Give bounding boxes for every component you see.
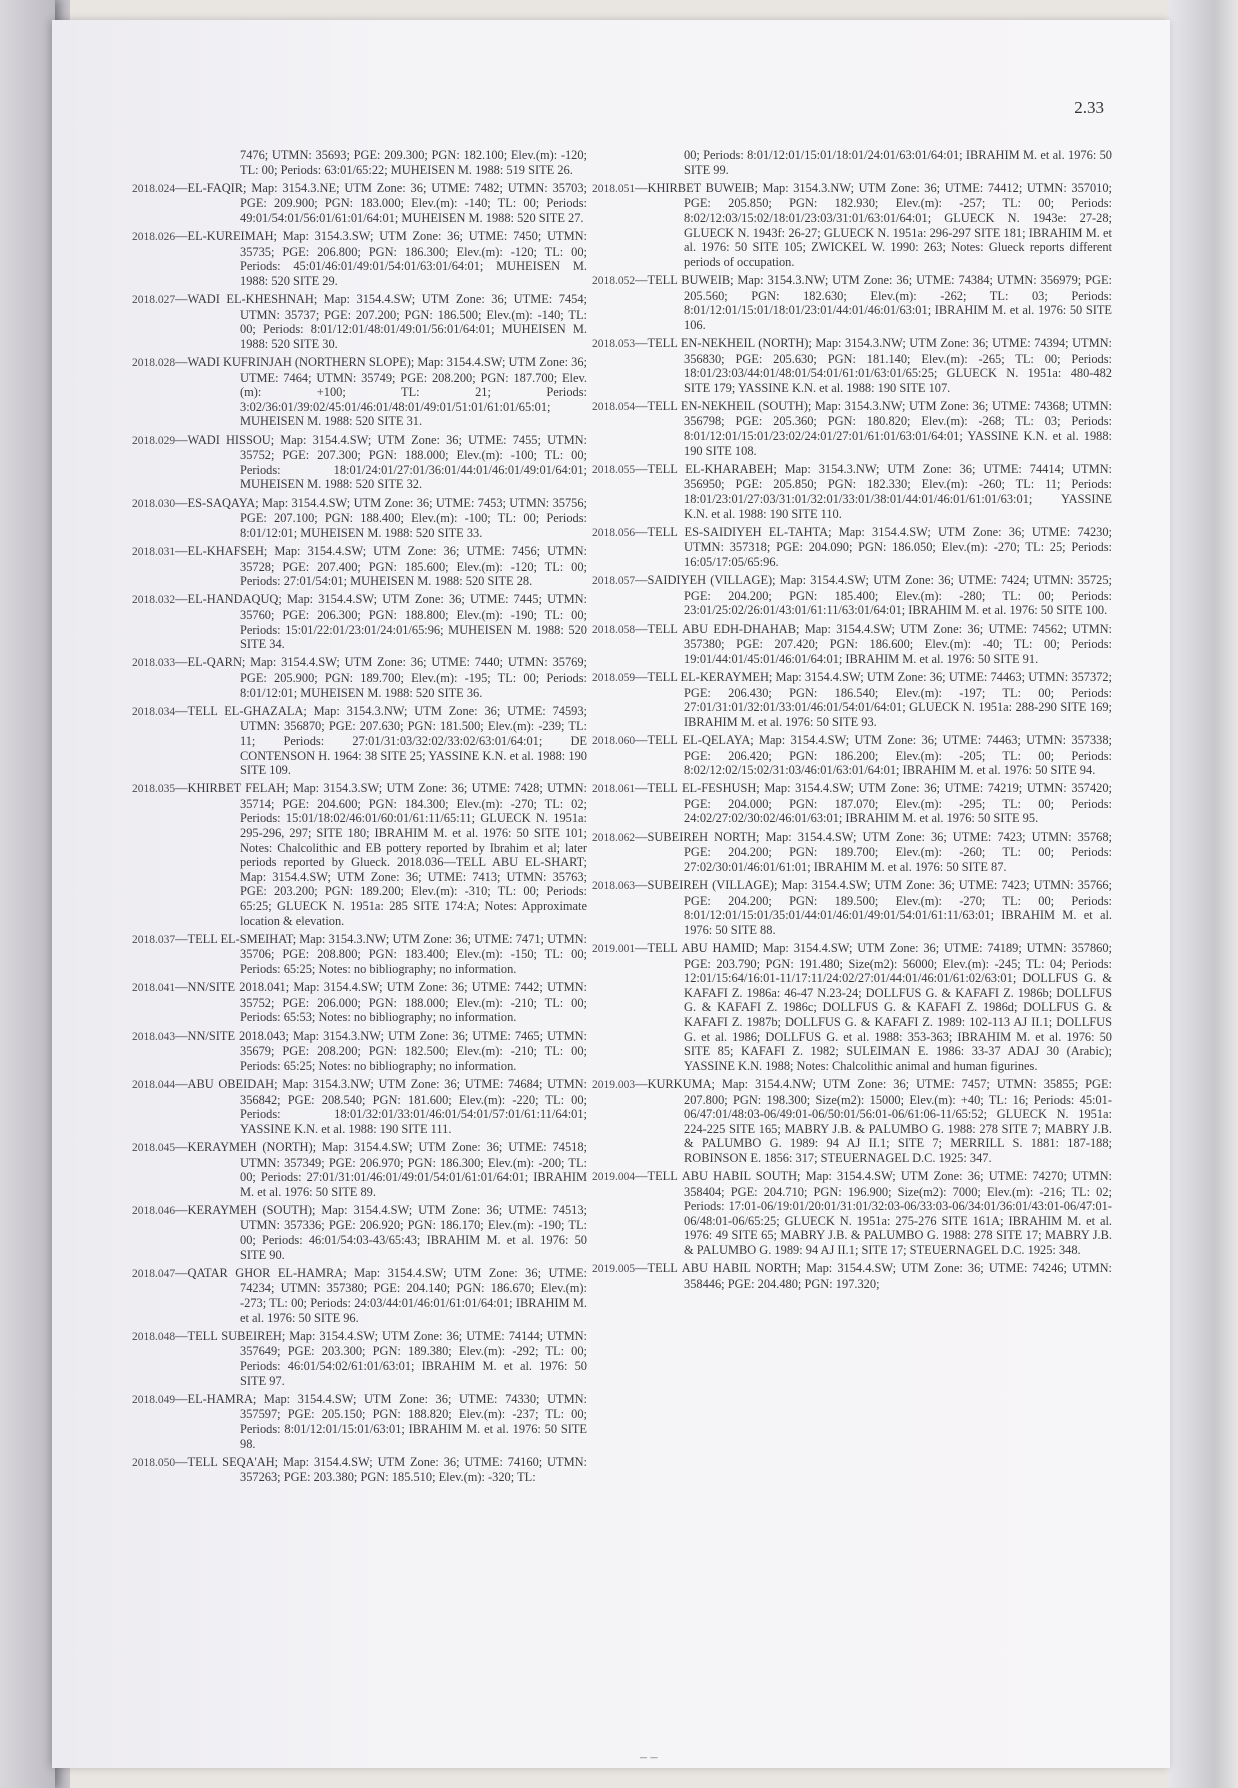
entry-id: 2018.035 [132,783,176,796]
entry-dash: — [175,432,188,447]
gazetteer-entry [132,496,587,541]
entry-dash: — [635,272,648,287]
gazetteer-entry [132,1392,587,1451]
entry-text: ES-SAQAYA; Map: 3154.4.SW; UTM Zone: 36; UTME: 7453; UTMN: 35756; PGE: 207.100; PGN: 188.400; Elev.(m): -100; TL: 00; Periods: 8:01/12:01; MUHEISEN M. 1988: 520 SITE 33. [187,495,587,540]
gazetteer-entry [592,941,1112,1073]
gazetteer-entry [132,433,587,492]
entry-id: 2018.044 [132,1078,176,1091]
gazetteer-entry [592,622,1112,667]
entry-text: KHIRBET BUWEIB; Map: 3154.3.NW; UTM Zone: 36; UTME: 74412; UTMN: 357010; PGE: 205.850; PGN: 182.930; Elev.(m): -257; TL: 00; Periods: 8:02/12:03/15:02/18:01/23:03/31:01/63:01/64:01; GLUECK N. 1943e: 27-28; GLUECK N. 1943f: 26-27; GLUECK N. 1951a: 296-297 SITE 181; IBRAHIM M. et al. 1976: 50 SITE 105; ZWICKEL W. 1990: 263; Notes: Glueck reports different periods of occupation. [647,180,1112,269]
right-column [592,148,1112,1295]
entry-id: 2018.024 [132,182,176,195]
entry-id: 2018.057 [592,575,636,588]
entry-dash: — [175,180,188,195]
entry-text: TELL SEQA'AH; Map: 3154.4.SW; UTM Zone: 36; UTME: 74160; UTMN: 357263; PGE: 203.380; PGN: 185.510; Elev.(m): -320; TL: [187,1454,587,1485]
entry-dash: — [175,931,188,946]
entry-id: 2018.047 [132,1267,176,1280]
entry-text: EL-QARN; Map: 3154.4.SW; UTM Zone: 36; UTME: 7440; UTMN: 35769; PGE: 205.900; PGN: 189.700; Elev.(m): -195; TL: 00; Periods: 8:01/12:01; MUHEISEN M. 1988: 520 SITE 36. [187,655,587,700]
entry-text: TELL ABU HABIL NORTH; Map: 3154.4.SW; UTM Zone: 36; UTME: 74246; UTMN: 358446; PGE: 204.480; PGN: 197.320; [647,1261,1112,1291]
entry-text: TELL ABU HAMID; Map: 3154.4.SW; UTM Zone: 36; UTME: 74189; UTMN: 357860; PGE: 203.790; PGN: 191.480; Size(m2): 56000; Elev.(m): -245; TL: 04; Periods: 12:01/15:64/16:01-11/17:11/24:02/27:01/44:01/46:01/61:02/63:01; DOLLFUS G. & KAFAFI Z. 1986a: 46-47 N.23-24; DOLLFUS G. & KAFAFI Z. 1986b; DOLLFUS G. & KAFAFI Z. 1986c; DOLLFUS G. & KAFAFI Z. 1986d; DOLLFUS G. & KAFAFI Z. 1987b; DOLLFUS G. & KAFAFI Z. 1989: 102-113 AJ II.1; DOLLFUS G. et al. 1986; DOLLFUS G. et al. 1988: 353-363; IBRAHIM M. et al. 1976: 50 SITE 85; KAFAFI Z. 1982; SULEIMAN E. 1986: 33-37 ADAJ 30 (Arabic); YASSINE K.N. 1988; Notes: Chalcolithic animal and human figurines. [647,941,1112,1073]
entry-dash: — [635,398,648,413]
gazetteer-entry [132,1329,587,1388]
entry-id: 2019.004 [592,1171,636,1184]
entry-id: 2018.053 [592,337,636,350]
gazetteer-entry [592,148,1112,177]
entry-text: SAIDIYEH (VILLAGE); Map: 3154.4.SW; UTM Zone: 36; UTME: 7424; UTMN: 35725; PGE: 204.200; PGN: 185.400; Elev.(m): -280; TL: 00; Periods: 23:01/25:02/26:01/43:01/61:11/63:01/64:01; IBRAHIM M. et al. 1976: 50 SITE 100. [647,573,1112,618]
gazetteer-entry [132,148,587,177]
entry-id: 2018.049 [132,1393,176,1406]
entry-text: TELL EN-NEKHEIL (NORTH); Map: 3154.3.NW; UTM Zone: 36; UTME: 74394; UTMN: 356830; PGE: 205.630; PGN: 181.140; Elev.(m): -265; TL: 00; Periods: 18:01/23:03/44:01/48:01/54:01/61:01/63:01/65:25; GLUECK N. 1951a: 480-482 SITE 179; YASSINE K.N. et al. 1988: 190 SITE 107. [647,335,1112,395]
entry-dash: — [175,703,188,718]
entry-text: EL-HAMRA; Map: 3154.4.SW; UTM Zone: 36; UTME: 74330; UTMN: 357597; PGE: 205.150; PGN: 188.820; Elev.(m): -237; TL: 00; Periods: 8:01/12:01/15:01/63:01; IBRAHIM M. et al. 1976: 50 SITE 98. [187,1391,587,1451]
gazetteer-entry [592,573,1112,618]
gazetteer-entry [132,355,587,429]
gazetteer-entry [592,273,1112,332]
entry-text: EL-HANDAQUQ; Map: 3154.4.SW; UTM Zone: 36; UTME: 7445; UTMN: 35760; PGE: 206.300; PGN: 188.800; Elev.(m): -190; TL: 00; Periods: 15:01/22:01/23:01/24:01/65:96; MUHEISEN M. 1988: 520 SITE 34. [187,592,587,652]
entry-dash: — [635,878,648,893]
entry-id: 2018.043 [132,1030,176,1043]
gazetteer-entry [132,292,587,351]
gazetteer-entry [132,229,587,288]
entry-id: 2018.034 [132,705,176,718]
entry-id: 2018.048 [132,1330,176,1343]
entry-text: NN/SITE 2018.043; Map: 3154.3.NW; UTM Zone: 36; UTME: 7465; UTMN: 35679; PGE: 208.200; PGN: 182.500; Elev.(m): -210; TL: 00; Periods: 65:25; Notes: no bibliography; no information. [187,1028,587,1073]
gazetteer-entry [132,980,587,1025]
gazetteer-entry [132,781,587,928]
entry-dash: — [175,1028,188,1043]
entry-id: 2018.059 [592,671,636,684]
entry-dash: — [175,495,188,510]
entry-dash: — [175,292,188,307]
entry-text: KERAYMEH (SOUTH); Map: 3154.4.SW; UTM Zone: 36; UTME: 74513; UTMN: 357336; PGE: 206.920; PGN: 186.170; Elev.(m): -190; TL: 00; Periods: 46:01/54:03-43/65:43; IBRAHIM M. et al. 1976: 50 SITE 90. [187,1202,587,1262]
entry-text: SUBEIREH NORTH; Map: 3154.4.SW; UTM Zone: 36; UTME: 7423; UTMN: 35768; PGE: 204.200; PGN: 189.700; Elev.(m): -260; TL: 00; Periods: 27:02/30:01/46:01/61:01; IBRAHIM M. et al. 1976: 50 SITE 87. [647,829,1112,874]
entry-dash: — [635,732,648,747]
entry-id: 2018.027 [132,294,176,307]
gazetteer-entry [132,655,587,700]
page-stack-edge [1168,0,1238,1788]
entry-dash: — [175,781,188,796]
entry-dash: — [175,1328,188,1343]
gazetteer-entry [592,878,1112,937]
entry-id: 2018.041 [132,982,176,995]
entry-dash: — [175,1076,188,1091]
entry-id: 2018.063 [592,880,636,893]
gazetteer-entry [592,1261,1112,1291]
entry-id: 2019.001 [592,943,636,955]
gazetteer-entry [592,830,1112,875]
entry-id: 2018.028 [132,357,176,370]
entry-text: TELL EL-FESHUSH; Map: 3154.4.SW; UTM Zone: 36; UTME: 74219; UTMN: 357420; PGE: 204.000; PGN: 187.070; Elev.(m): -295; TL: 00; Periods: 24:02/27:02/30:02/46:01/63:01; IBRAHIM M. et al. 1976: 50 SITE 95. [647,781,1112,826]
entry-id: 2018.055 [592,463,636,476]
entry-dash: — [175,655,188,670]
gazetteer-entry [592,399,1112,458]
gazetteer-entry [132,1140,587,1199]
entry-dash: — [635,621,648,636]
gazetteer-entry [132,1266,587,1325]
gazetteer-entry [592,1077,1112,1166]
entry-id: 2018.032 [132,594,176,607]
page-number: 2.33 [1074,98,1104,117]
gazetteer-entry [592,525,1112,570]
entry-text: KHIRBET FELAH; Map: 3154.3.SW; UTM Zone: 36; UTME: 7428; UTMN: 35714; PGE: 204.600; PGN: 184.300; Elev.(m): -270; TL: 02; Periods: 15:01/18:02/46:01/60:01/61:11/65:11; GLUECK N. 1951a: 295-296, 297; SITE 180; IBRAHIM M. et al. 1976: 50 SITE 101; Notes: Chalcolithic and EB pottery reported by Ibrahim et al; later periods reported by Glueck. 2018.036—TELL ABU EL-SHART; Map: 3154.4.SW; UTM Zone: 36; UTME: 7413; UTMN: 35763; PGE: 203.200; PGN: 189.200; Elev.(m): -310; TL: 00; Periods: 65:25; GLUECK N. 1951a: 285 SITE 174:A; Notes: Approximate location & elevation. [187,781,587,928]
gazetteer-entry [132,932,587,977]
gazetteer-entry [132,704,587,778]
entry-dash: — [635,1169,648,1184]
entry-dash: — [175,980,188,995]
gazetteer-entry [592,181,1112,270]
entry-text: 7476; UTMN: 35693; PGE: 209.300; PGN: 182.100; Elev.(m): -120; TL: 00; Periods: 63:01/65:22; MUHEISEN M. 1988: 519 SITE 26. [240,148,587,177]
entry-text: TELL EL-QELAYA; Map: 3154.4.SW; UTM Zone: 36; UTME: 74463; UTMN: 357338; PGE: 206.420; PGN: 186.200; Elev.(m): -205; TL: 00; Periods: 8:02/12:02/15:02/31:03/46:01/63:01/64:01; IBRAHIM M. et al. 1976: 50 SITE 94. [647,732,1112,778]
entry-dash: — [635,573,648,588]
entry-text: TELL SUBEIREH; Map: 3154.4.SW; UTM Zone: 36; UTME: 74144; UTMN: 357649; PGE: 203.300; PGN: 189.380; Elev.(m): -292; TL: 00; Periods: 46:01/54:02/61:01/63:01; IBRAHIM M. et al. 1976: 50 SITE 97. [187,1328,587,1388]
entry-id: 2019.003 [592,1078,636,1091]
entry-id: 2018.026 [132,231,176,244]
entry-dash: — [635,335,648,350]
entry-id: 2018.058 [592,623,636,636]
gazetteer-entry [592,336,1112,395]
entry-dash: — [175,1391,188,1406]
entry-text: KURKUMA; Map: 3154.4.NW; UTM Zone: 36; UTME: 7457; UTMN: 35855; PGE: 207.800; PGN: 198.300; Size(m2): 15000; Elev.(m): +40; TL: 16; Periods: 45:01-06/47:01/48:03-06/49:01-06/50:01/56:01-06/61:06-11/65:52; GLUECK N. 1951a: 224-225 SITE 165; MABRY J.B. & PALUMBO G. 1988: 278 SITE 7; MABRY J.B. & PALUMBO G. 1989: 94 AJ II.1; SITE 7; MERRILL S. 1881: 187-188; ROBINSON E. 1856: 317; STEUERNAGEL D.C. 1925: 347. [647,1076,1112,1165]
entry-text: ABU OBEIDAH; Map: 3154.3.NW; UTM Zone: 36; UTME: 74684; UTMN: 356842; PGE: 208.540; PGN: 181.600; Elev.(m): -220; TL: 00; Periods: 18:01/32:01/33:01/46:01/54:01/57:01/61:11/64:01; YASSINE K.N. et al. 1988: 190 SITE 111. [187,1076,587,1136]
gazetteer-entry [592,733,1112,778]
entry-id: 2018.061 [592,783,636,796]
gazetteer-entry [592,1169,1112,1258]
entry-text: EL-FAQIR; Map: 3154.3.NE; UTM Zone: 36; UTME: 7482; UTMN: 35703; PGE: 209.900; PGN: 183.000; Elev.(m): -140; TL: 00; Periods: 49:01/54:01/56:01/61:01/64:01; MUHEISEN M. 1988: 520 SITE 27. [187,180,587,225]
entry-id: 2018.050 [132,1456,176,1469]
entry-dash: — [175,1202,188,1217]
gazetteer-entry [132,592,587,651]
entry-id: 2018.056 [592,526,636,539]
entry-id: 2018.062 [592,831,636,844]
entry-dash: — [635,524,648,539]
entry-text: 00; Periods: 8:01/12:01/15:01/18:01/24:01/63:01/64:01; IBRAHIM M. et al. 1976: 50 SITE 99. [684,148,1112,177]
entry-id: 2018.054 [592,400,636,413]
gazetteer-entry [132,1203,587,1262]
entry-id: 2018.046 [132,1204,176,1217]
entry-text: EL-KHAFSEH; Map: 3154.4.SW; UTM Zone: 36; UTME: 7456; UTMN: 35728; PGE: 207.400; PGN: 185.600; Elev.(m): -120; TL: 00; Periods: 27:01/54:01; MUHEISEN M. 1988: 520 SITE 28. [187,544,587,589]
entry-id: 2018.030 [132,497,176,510]
gazetteer-entry [132,1077,587,1136]
entry-dash: — [175,544,188,558]
entry-dash: — [175,1265,188,1280]
entry-text: WADI EL-KHESHNAH; Map: 3154.4.SW; UTM Zone: 36; UTME: 7454; UTMN: 35737; PGE: 207.200; PGN: 186.500; Elev.(m): -140; TL: 00; Periods: 8:01/12:01/48:01/49:01/56:01/64:01; MUHEISEN M. 1988: 520 SITE 30. [187,292,587,351]
gazetteer-entry [132,544,587,589]
entry-text: KERAYMEH (NORTH); Map: 3154.4.SW; UTM Zone: 36; UTME: 74518; UTMN: 357349; PGE: 206.970; PGN: 186.300; Elev.(m): -200; TL: 00; Periods: 27:01/31:01/46:01/49:01/54:01/61:01/64:01; IBRAHIM M. et al. 1976: 50 SITE 89. [187,1139,587,1199]
previous-page-edge [0,0,55,1788]
gazetteer-entry [592,462,1112,521]
entry-text: TELL EN-NEKHEIL (SOUTH); Map: 3154.3.NW; UTM Zone: 36; UTME: 74368; UTMN: 356798; PGE: 205.360; PGN: 180.820; Elev.(m): -268; TL: 03; Periods: 8:01/12:01/15:01/23:02/24:01/27:01/61:01/63:01/64:01; YASSINE K.N. et al. 1988: 190 SITE 108. [647,398,1112,458]
entry-dash: — [175,1139,188,1154]
entry-id: 2018.051 [592,182,636,195]
entry-text: WADI KUFRINJAH (NORTHERN SLOPE); Map: 3154.4.SW; UTM Zone: 36; UTME: 7464; UTMN: 35749; PGE: 208.200; PGN: 187.700; Elev.(m): +100; TL: 21; Periods: 3:02/36:01/39:02/45:01/46:01/48:01/49:01/51:01/61:01/65:01; MUHEISEN M. 1988: 520 SITE 31. [187,355,587,429]
entry-dash: — [175,1454,188,1469]
entry-text: TELL EL-KHARABEH; Map: 3154.3.NW; UTM Zone: 36; UTME: 74414; UTMN: 356950; PGE: 205.850; PGN: 182.330; Elev.(m): -260; TL: 11; Periods: 18:01/23:01/27:03/31:01/32:01/33:01/38:01/44:01/46:01/61:01/63:01; YASSINE K.N. et al. 1988: 190 SITE 110. [647,461,1112,521]
entry-text: EL-KUREIMAH; Map: 3154.3.SW; UTM Zone: 36; UTME: 7450; UTMN: 35735; PGE: 206.800; PGN: 186.300; Elev.(m): -120; TL: 00; Periods: 45:01/46:01/49:01/54:01/63:01/64:01; MUHEISEN M. 1988: 520 SITE 29. [187,229,587,288]
entry-id: 2018.045 [132,1141,176,1154]
entry-text: TELL ABU EDH-DHAHAB; Map: 3154.4.SW; UTM Zone: 36; UTME: 74562; UTMN: 357380; PGE: 207.420; PGN: 186.600; Elev.(m): -40; TL: 00; Periods: 19:01/44:01/45:01/46:01/64:01; IBRAHIM M. et al. 1976: 50 SITE 91. [647,621,1112,666]
entry-id: 2018.031 [132,546,176,558]
entry-dash: — [175,355,188,370]
gazetteer-entry [592,670,1112,729]
entry-text: WADI HISSOU; Map: 3154.4.SW; UTM Zone: 36; UTME: 7455; UTMN: 35752; PGE: 207.300; PGN: 188.000; Elev.(m): -100; TL: 00; Periods: 18:01/24:01/27:01/36:01/44:01/46:01/49:01/64:01; MUHEISEN M. 1988: 520 SITE 32. [187,432,587,492]
entry-id: 2018.033 [132,657,176,670]
entry-dash: — [635,941,648,955]
entry-text: QATAR GHOR EL-HAMRA; Map: 3154.4.SW; UTM Zone: 36; UTME: 74234; UTMN: 357380; PGE: 204.140; PGN: 186.670; Elev.(m): -273; TL: 00; Periods: 24:03/44:01/46:01/61:01/64:01; IBRAHIM M. et al. 1976: 50 SITE 96. [187,1265,587,1325]
left-column [132,148,587,1489]
gazetteer-entry [132,181,587,226]
gazetteer-entry [132,1029,587,1074]
entry-id: 2018.029 [132,434,176,447]
entry-text: TELL EL-GHAZALA; Map: 3154.3.NW; UTM Zone: 36; UTME: 74593; UTMN: 356870; PGE: 207.630; PGN: 181.500; Elev.(m): -239; TL: 11; Periods: 27:01/31:03/32:02/33:02/63:01/64:01; DE CONTENSON H. 1964: 38 SITE 25; YASSINE K.N. et al. 1988: 190 SITE 109. [187,703,587,778]
entry-id: 2019.005 [592,1263,636,1276]
entry-id: 2018.037 [132,933,176,946]
entry-dash: — [635,781,648,796]
entry-text: TELL EL-SMEIHAT; Map: 3154.3.NW; UTM Zone: 36; UTME: 7471; UTMN: 35706; PGE: 208.800; PGN: 183.400; Elev.(m): -150; TL: 00; Periods: 65:25; Notes: no bibliography; no information. [187,931,587,976]
entry-dash: — [635,1076,648,1091]
book-page [52,20,1170,1768]
entry-id: 2018.052 [592,274,636,287]
entry-dash: — [635,669,648,684]
entry-text: NN/SITE 2018.041; Map: 3154.4.SW; UTM Zone: 36; UTME: 7442; UTMN: 35752; PGE: 206.000; PGN: 188.000; Elev.(m): -210; TL: 00; Periods: 65:53; Notes: no bibliography; no information. [187,980,587,1025]
entry-dash: — [635,461,648,476]
entry-text: TELL EL-KERAYMEH; Map: 3154.4.SW; UTM Zone: 36; UTME: 74463; UTMN: 357372; PGE: 206.430; PGN: 186.540; Elev.(m): -197; TL: 00; Periods: 27:01/31:01/32:01/33:01/46:01/54:01/64:01; GLUECK N. 1951a: 288-290 SITE 169; IBRAHIM M. et al. 1976: 50 SITE 93. [647,669,1112,729]
entry-dash: — [635,829,648,844]
entry-dash: — [635,1261,648,1276]
entry-dash: — [635,180,648,195]
entry-dash: — [175,229,188,244]
entry-id: 2018.060 [592,734,636,747]
gazetteer-entry [132,1455,587,1485]
footer-mark: – – [640,1750,658,1765]
gazetteer-entry [592,781,1112,826]
entry-text: TELL BUWEIB; Map: 3154.3.NW; UTM Zone: 36; UTME: 74384; UTMN: 356979; PGE: 205.560; PGN: 182.630; Elev.(m): -262; TL: 03; Periods: 8:01/12:01/15:01/18:01/23:01/44:01/46:01/63:01; IBRAHIM M. et al. 1976: 50 SITE 106. [647,272,1112,332]
entry-text: SUBEIREH (VILLAGE); Map: 3154.4.SW; UTM Zone: 36; UTME: 7423; UTMN: 35766; PGE: 204.200; PGN: 189.500; Elev.(m): -270; TL: 00; Periods: 8:01/12:01/15:01/35:01/44:01/46:01/49:01/54:01/61:11/63:01; IBRAHIM M. et al. 1976: 50 SITE 88. [647,878,1112,937]
entry-text: TELL ABU HABIL SOUTH; Map: 3154.4.SW; UTM Zone: 36; UTME: 74270; UTMN: 358404; PGE: 204.710; PGN: 196.900; Size(m2): 7000; Elev.(m): -216; TL: 02; Periods: 17:01-06/19:01/20:01/31:01/32:03-06/33:03-06/34:01/36:01/43:01-06/47:01-06/48:01-06/65:25; GLUECK N. 1951a: 275-276 SITE 161A; IBRAHIM M. et al. 1976: 49 SITE 65; MABRY J.B. & PALUMBO G. 1988: 278 SITE 17; MABRY J.B. & PALUMBO G. 1989: 94 AJ II.1; SITE 17; STEUERNAGEL D.C. 1925: 348. [647,1169,1112,1258]
entry-dash: — [175,592,188,607]
entry-text: TELL ES-SAIDIYEH EL-TAHTA; Map: 3154.4.SW; UTM Zone: 36; UTME: 74230; UTMN: 357318; PGE: 204.090; PGN: 186.050; Elev.(m): -270; TL: 25; Periods: 16:05/17:05/65:96. [647,524,1112,569]
